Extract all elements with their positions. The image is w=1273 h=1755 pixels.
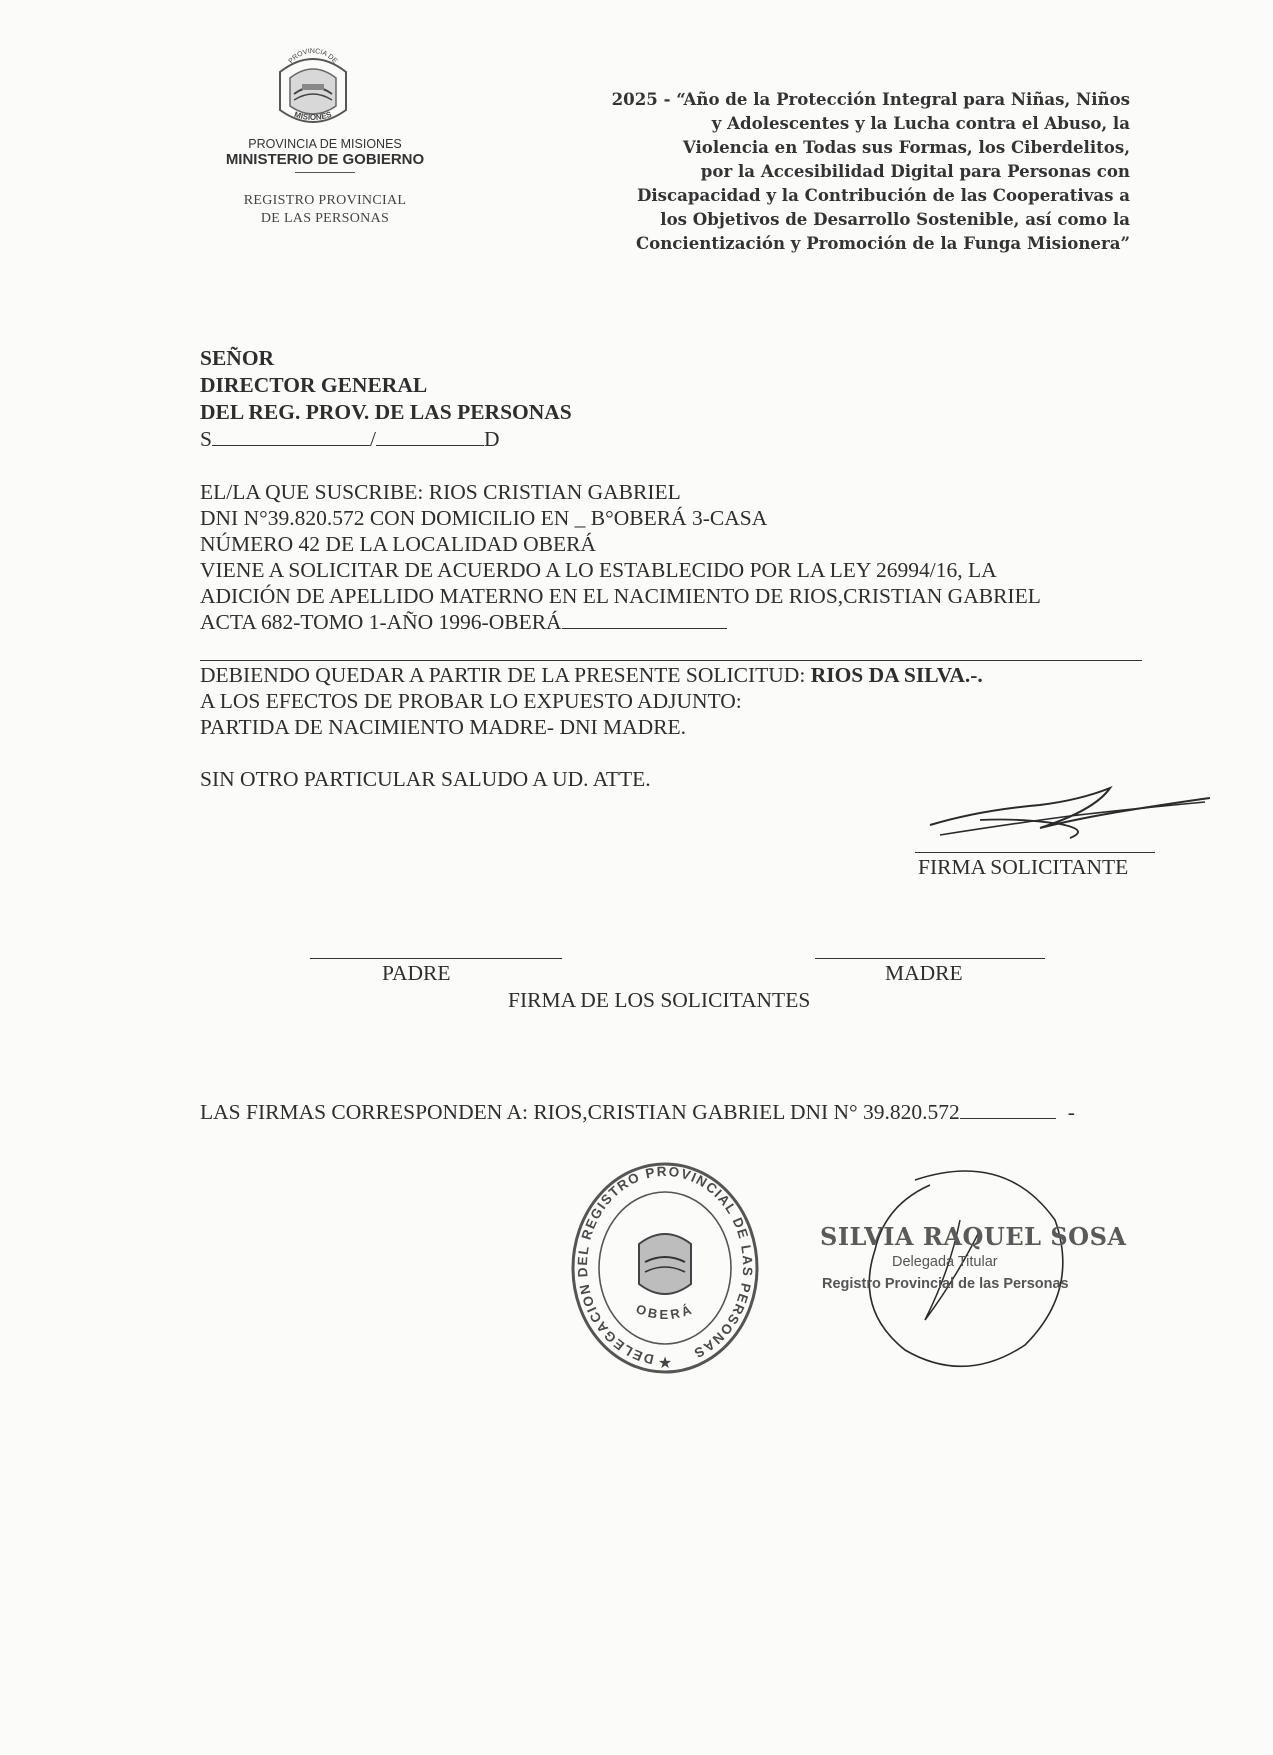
addressee-office: DEL REG. PROV. DE LAS PERSONAS [200,400,572,424]
stamp-city-text: OBERÁ [633,1301,697,1323]
blank-line [376,427,484,446]
correspond-end: - [1067,1100,1075,1124]
applicant-signature-line [915,852,1155,853]
org-registry-line1: REGISTRO PROVINCIAL [243,193,407,208]
org-registry-line2: DE LAS PERSONAS [260,211,390,226]
d-letter: D [483,427,500,451]
org-ministry: MINISTERIO DE GOBIERNO [225,151,425,168]
official-title-stamp: Delegada Titular [892,1254,998,1270]
crest-bottom-text: MISIONES [293,109,333,123]
body-line-addition: ADICIÓN DE APELLIDO MATERNO EN EL NACIMIENTO DE RIOS,CRISTIAN GABRIEL [200,584,1041,608]
motto-line: Concientización y Promoción de la Funga Misionera” [635,233,1130,253]
province-crest-logo [268,47,358,132]
correspond-text: LAS FIRMAS CORRESPONDEN A: RIOS,CRISTIAN GABRIEL DNI N° 39.820.572 [200,1100,960,1124]
motto-line: Violencia en Todas sus Formas, los Ciberdelitos, [682,137,1130,157]
motto-line: los Objetivos de Desarrollo Sostenible, así como la [660,209,1130,229]
official-name-stamp: SILVIA RAQUEL SOSA [820,1222,1127,1251]
body-line-evidence: A LOS EFECTOS DE PROBAR LO EXPUESTO ADJUNTO: [200,689,742,713]
motto-line: 2025 - “Año de la Protección Integral para Niñas, Niños [611,89,1130,109]
body-line-resulting-surname [200,663,983,688]
stamp-ring-text: DELEGACION DEL REGISTRO PROVINCIAL DE LAS PERSONAS [574,1163,756,1368]
addressee-title: DIRECTOR GENERAL [200,373,428,397]
year-motto [490,87,1130,255]
padre-signature-line [310,958,562,959]
star-icon: ★ [657,1355,673,1372]
s-letter: S [200,427,212,451]
body-line-request: VIENE A SOLICITAR DE ACUERDO A LO ESTABLECIDO POR LA LEY 26994/16, LA [200,558,997,582]
applicant-handwritten-signature [920,780,1220,850]
blank-line [212,427,370,446]
madre-label: MADRE [885,961,963,985]
blank-line [960,1100,1056,1119]
motto-line: y Adolescentes y la Lucha contra el Abuso, la [711,113,1130,133]
closing-line: SIN OTRO PARTICULAR SALUDO A UD. ATTE. [200,767,651,791]
firma-solicitantes-label: FIRMA DE LOS SOLICITANTES [508,988,811,1012]
full-width-rule [200,660,1142,661]
motto-line: Discapacidad y la Contribución de las Cooperativas a [636,185,1130,205]
svg-text:OBERÁ [634,1301,696,1322]
motto-line: por la Accesibilidad Digital para Personas con [700,161,1130,181]
addressee-sd-line [200,427,499,452]
body-line-acta [200,610,727,635]
official-office-stamp: Registro Provincial de las Personas [822,1276,1069,1292]
resulting-surname-prefix: DEBIENDO QUEDAR A PARTIR DE LA PRESENTE SOLICITUD: [200,663,811,687]
blank-line [562,610,727,629]
body-line-dni-address: DNI N°39.820.572 CON DOMICILIO EN _ B°OBERÁ 3-CASA [200,506,768,530]
body-line-subscriber: EL/LA QUE SUSCRIBE: RIOS CRISTIAN GABRIEL [200,480,681,504]
crest-top-text: PROVINCIA DE [287,47,339,66]
body-line-documents: PARTIDA DE NACIMIENTO MADRE- DNI MADRE. [200,715,687,739]
acta-text: ACTA 682-TOMO 1-AÑO 1996-OBERÁ [200,610,562,634]
signatures-correspond-line [200,1100,1075,1125]
slash: / [369,427,376,451]
madre-signature-line [815,958,1045,959]
firma-solicitante-label: FIRMA SOLICITANTE [918,855,1129,879]
padre-label: PADRE [382,961,451,985]
body-line-house-number: NÚMERO 42 DE LA LOCALIDAD OBERÁ [200,532,596,556]
round-registry-stamp [565,1158,765,1383]
resulting-surname: RIOS DA SILVA.-. [810,663,983,687]
org-province: PROVINCIA DE MISIONES [248,137,402,151]
addressee-salutation: SEÑOR [200,346,275,370]
org-divider [295,172,355,173]
